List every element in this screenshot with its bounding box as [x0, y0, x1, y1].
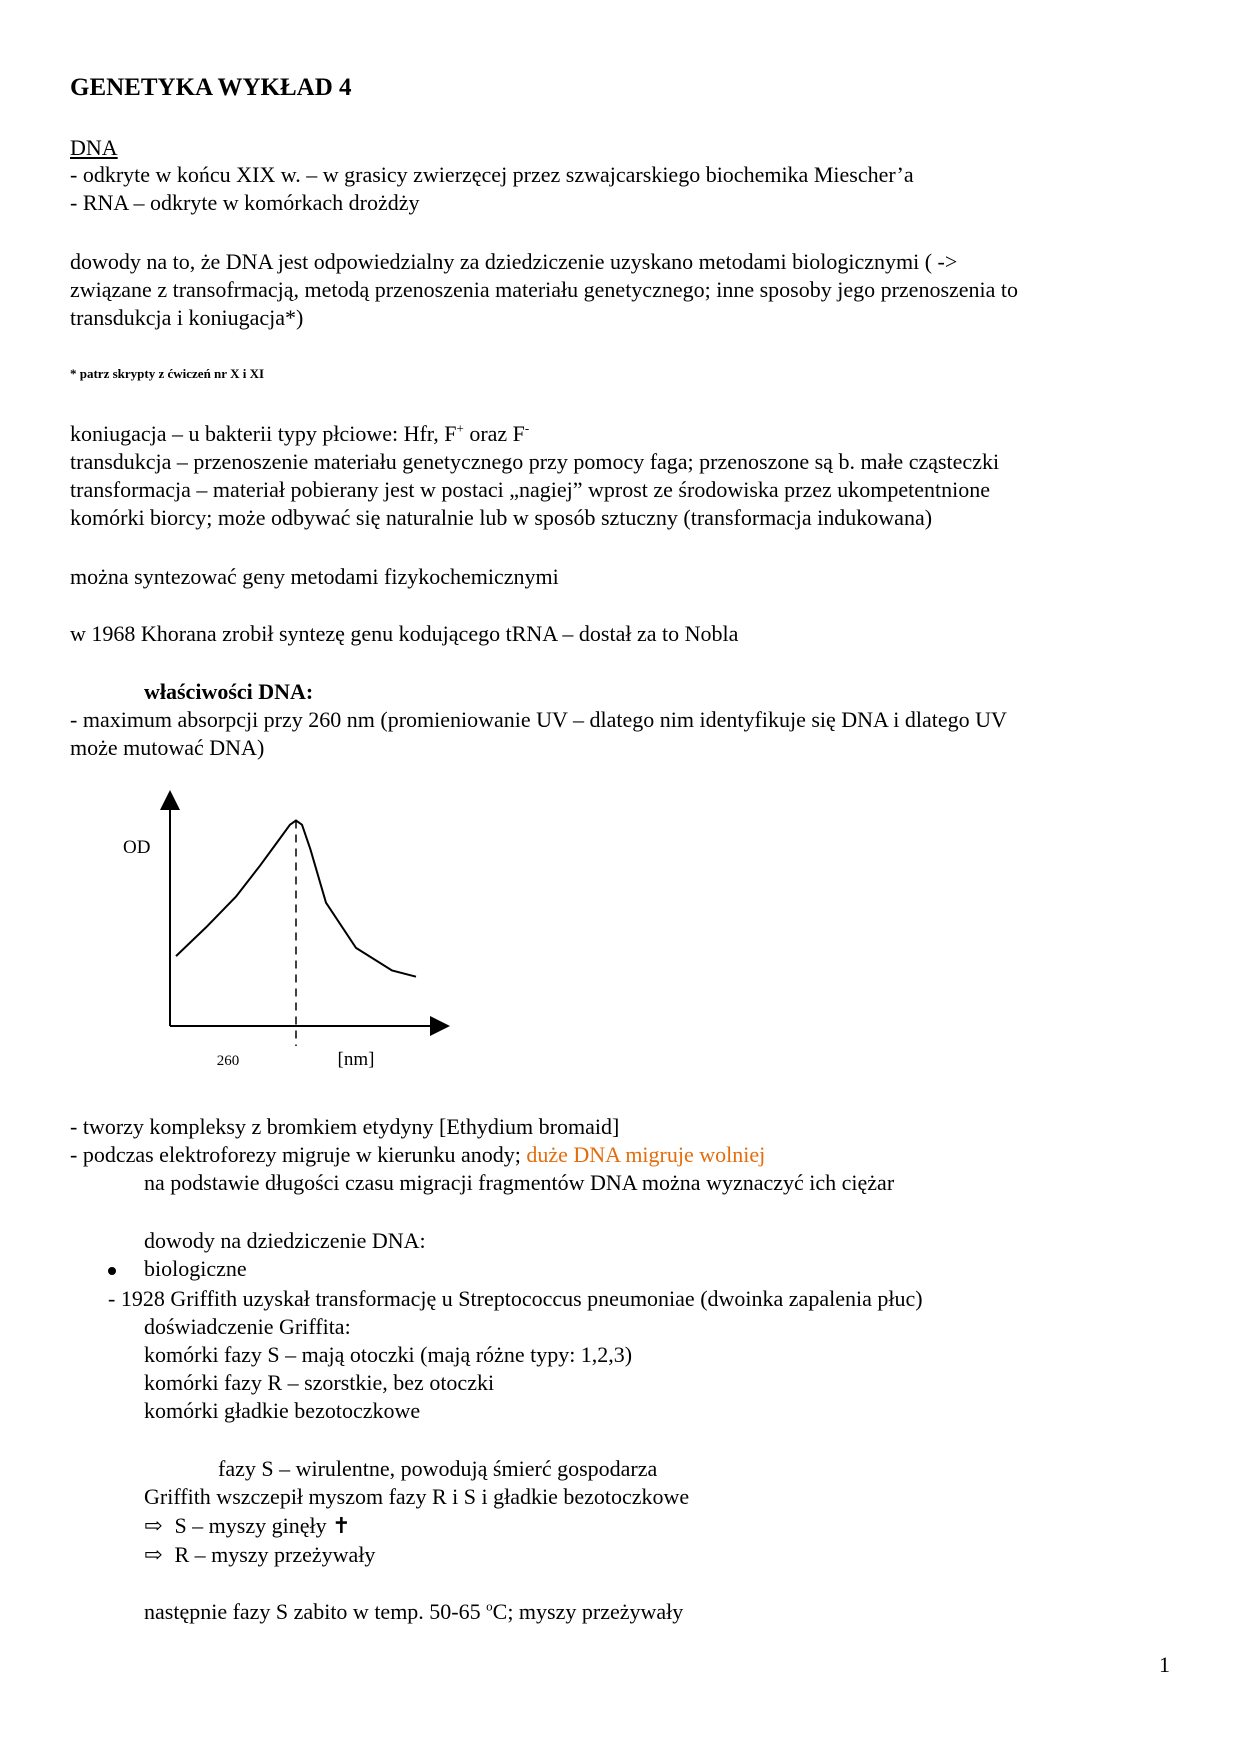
- conjugation-line: [70, 420, 529, 448]
- bullet-label: biologiczne: [144, 1256, 247, 1281]
- heredity-heading: dowody na dziedziczenie DNA:: [144, 1228, 426, 1253]
- result-text-1: S – myszy ginęły: [174, 1513, 327, 1538]
- bullet-icon: [108, 1267, 116, 1275]
- result-text-2: R – myszy przeżywały: [174, 1542, 376, 1567]
- arrow-right-icon: ⇨: [144, 1513, 163, 1538]
- result-line-1: [144, 1512, 351, 1540]
- peak-tick-label: 260: [216, 1053, 240, 1069]
- degree-sign: o: [486, 1598, 493, 1614]
- griffith-line-5: komórki gładkie bezotoczkowe: [144, 1398, 421, 1423]
- feature-line-1: - tworzy kompleksy z bromkiem etydyny [Ethydium bromaid]: [70, 1114, 620, 1139]
- phase-s-line: fazy S – wirulentne, powodują śmierć gospodarza: [218, 1456, 658, 1481]
- cross-icon: ✝: [332, 1513, 351, 1538]
- transformation-line-2: komórki biorcy; może odbywać się naturalnie lub w sposób sztuczny (transformacja indukowana): [70, 505, 933, 530]
- intro-line-2: - RNA – odkryte w komórkach drożdży: [70, 190, 420, 215]
- bullet-item: [108, 1255, 247, 1283]
- conjugation-text: koniugacja – u bakterii typy płciowe: Hfr, F: [70, 421, 457, 446]
- arrow-right-icon: ⇨: [144, 1542, 163, 1567]
- khorana-line: w 1968 Khorana zrobił syntezę genu kodującego tRNA – dostał za to Nobla: [70, 621, 739, 646]
- evidence-line-3: transdukcja i koniugacja*): [70, 305, 304, 330]
- orange-note: duże DNA migruje wolniej: [526, 1142, 766, 1167]
- intro-line-1: - odkryte w końcu XIX w. – w grasicy zwierzęcej przez szwajcarskiego biochemika Miescher’a: [70, 162, 914, 187]
- result-line-2: [144, 1541, 375, 1569]
- griffith-line-2: doświadczenie Griffita:: [144, 1314, 351, 1339]
- migration-line: na podstawie długości czasu migracji fragmentów DNA można wyznaczyć ich ciężar: [144, 1170, 895, 1195]
- final-text: następnie fazy S zabito w temp. 50-65: [144, 1599, 487, 1624]
- properties-heading: właściwości DNA:: [144, 679, 314, 704]
- absorption-chart: [100, 780, 480, 1080]
- feature-text: - podczas elektroforezy migruje w kierunku anody;: [70, 1142, 527, 1167]
- injection-line: Griffith wszczepił myszom fazy R i S i gładkie bezotoczkowe: [144, 1484, 690, 1509]
- griffith-line-3: komórki fazy S – mają otoczki (mają różne typy: 1,2,3): [144, 1342, 633, 1367]
- evidence-line-1: dowody na to, że DNA jest odpowiedzialny za dziedziczenie uzyskano metodami biologicznymi ( ->: [70, 249, 958, 274]
- transduction-line: transdukcja – przenoszenie materiału genetycznego przy pomocy faga; przenoszone są b. małe cząsteczki: [70, 449, 1000, 474]
- page-title: GENETYKA WYKŁAD 4: [70, 74, 352, 101]
- evidence-line-2: związane z transofrmacją, metodą przenoszenia materiału genetycznego; inne sposoby jego przenoszenia to: [70, 277, 1019, 302]
- page-number: 1: [1159, 1652, 1170, 1677]
- transformation-line-1: transformacja – materiał pobierany jest w postaci „nagiej” wprost ze środowiska przez ukompetentnione: [70, 477, 991, 502]
- y-axis-label: OD: [123, 837, 151, 858]
- x-axis-label: [nm]: [337, 1049, 375, 1070]
- footnote: * patrz skrypty z ćwiczeń nr X i XI: [70, 366, 265, 381]
- dna-heading: DNA: [70, 135, 118, 160]
- final-suffix: C; myszy przeżywały: [492, 1599, 684, 1624]
- synthesis-line: można syntezować geny metodami fizykochemicznymi: [70, 564, 559, 589]
- griffith-line-1: - 1928 Griffith uzyskał transformację u Streptococcus pneumoniae (dwoinka zapalenia płuc): [108, 1286, 923, 1311]
- absorption-line-1: - maximum absorpcji przy 260 nm (promieniowanie UV – dlatego nim identyfikuje się DNA i dlatego UV: [70, 707, 1007, 732]
- absorption-line-2: może mutować DNA): [70, 735, 265, 760]
- feature-line-2: [70, 1141, 765, 1169]
- griffith-line-4: komórki fazy R – szorstkie, bez otoczki: [144, 1370, 495, 1395]
- f-plus: +: [456, 420, 464, 436]
- conjugation-oraz: oraz F: [463, 421, 525, 446]
- final-line: [144, 1598, 683, 1626]
- f-minus: -: [524, 420, 530, 436]
